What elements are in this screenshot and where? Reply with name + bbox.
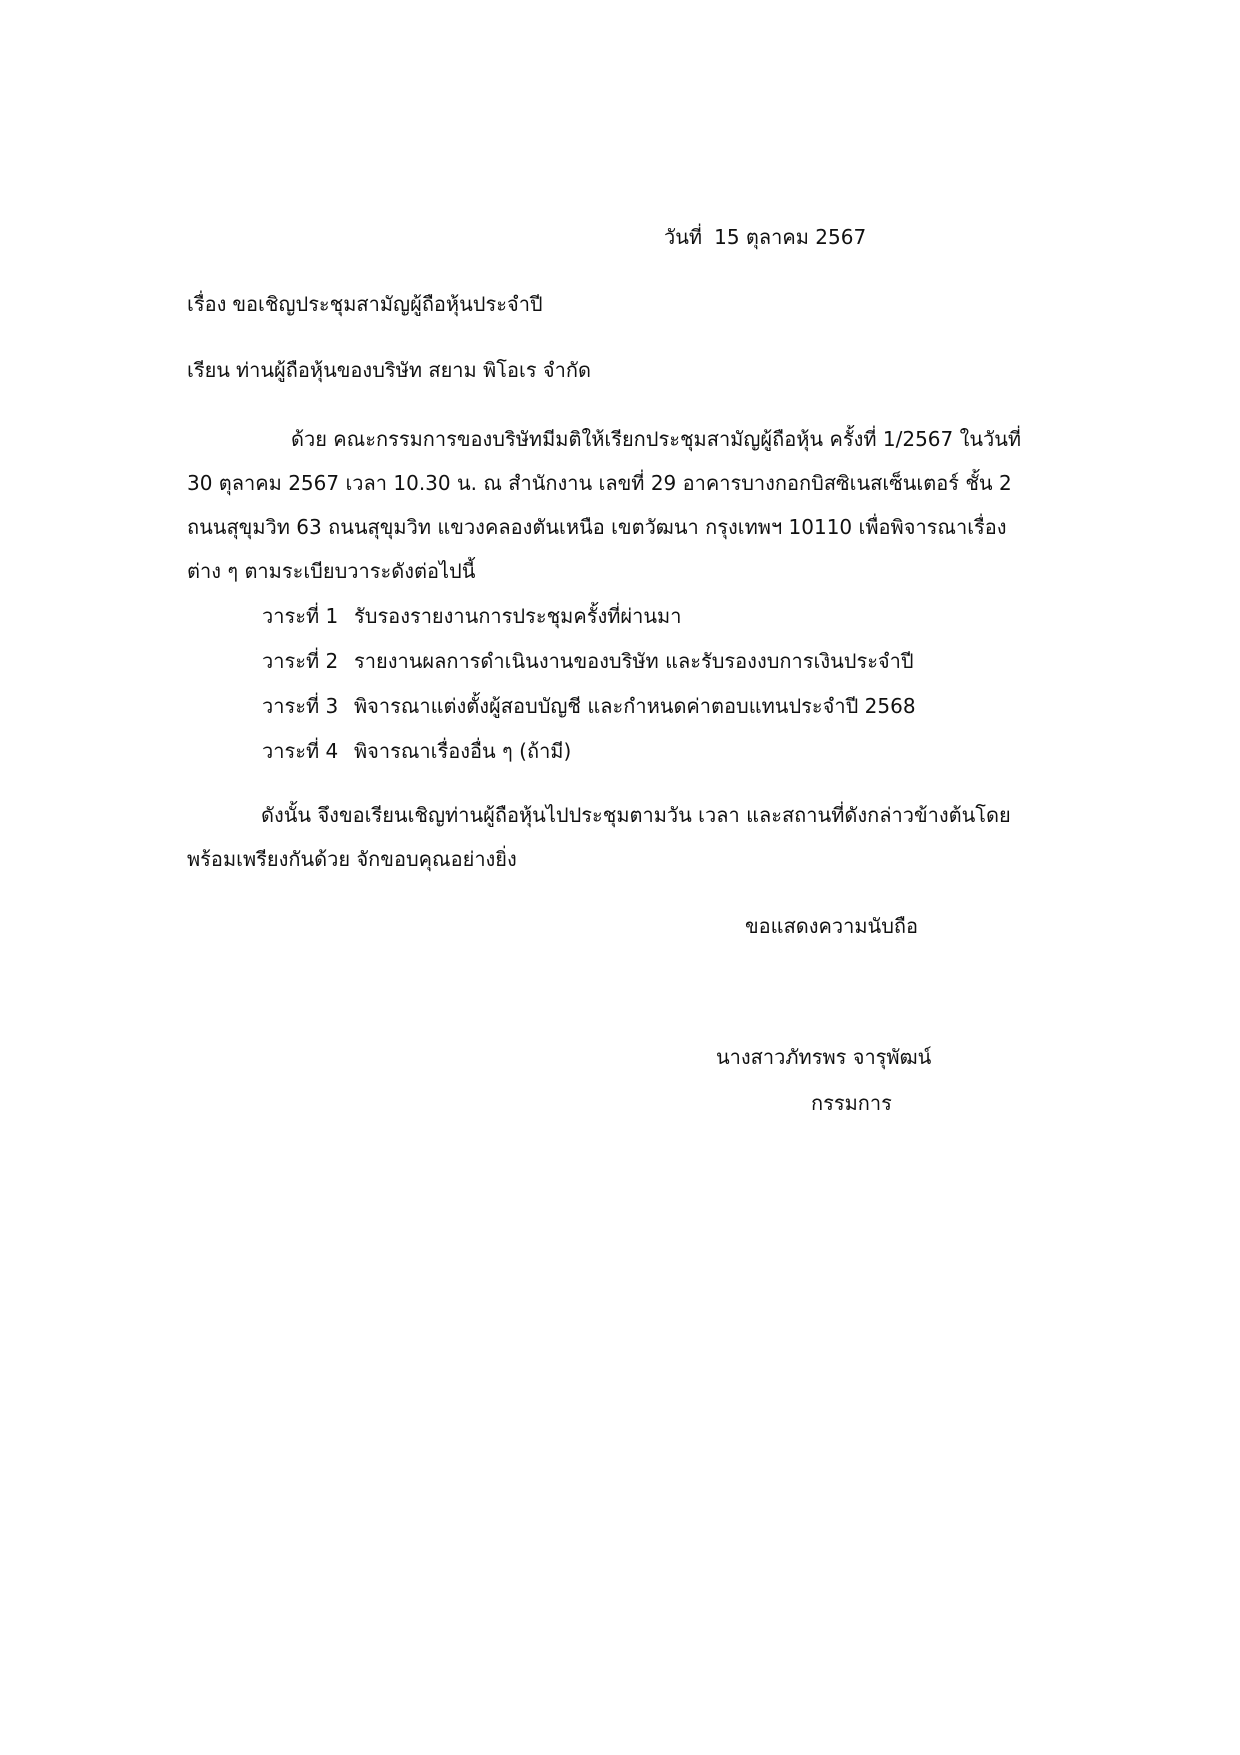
letter-closing: ขอแสดงความนับถือ bbox=[745, 914, 919, 938]
date-label: วันที่ bbox=[664, 225, 703, 249]
agenda-number: วาระที่ 4 bbox=[262, 739, 339, 763]
body-line: ดังนั้น จึงขอเรียนเชิญท่านผู้ถือหุ้นไปประชุมตามวัน เวลา และสถานที่ดังกล่าวข้างต้นโดย bbox=[261, 803, 1011, 827]
subject-text: ขอเชิญประชุมสามัญผู้ถือหุ้นประจำปี bbox=[232, 292, 543, 316]
signer-name: นางสาวภัทรพร จารุพัฒน์ bbox=[716, 1045, 932, 1069]
body-paragraph-invitation bbox=[187, 417, 1057, 593]
agenda-item bbox=[262, 729, 916, 774]
agenda-number: วาระที่ 3 bbox=[262, 694, 339, 718]
agenda-number: วาระที่ 2 bbox=[262, 649, 339, 673]
salutation-label: เรียน bbox=[187, 358, 230, 382]
letter-subject bbox=[187, 291, 543, 317]
agenda-item bbox=[262, 684, 916, 729]
subject-label: เรื่อง bbox=[187, 292, 227, 316]
agenda-number: วาระที่ 1 bbox=[262, 604, 339, 628]
signer-title: กรรมการ bbox=[811, 1091, 892, 1115]
agenda-text: พิจารณาแต่งตั้งผู้สอบบัญชี และกำหนดค่าตอบแทนประจำปี 2568 bbox=[354, 694, 916, 718]
letter-date bbox=[664, 224, 866, 250]
body-line: ถนนสุขุมวิท 63 ถนนสุขุมวิท แขวงคลองตันเหนือ เขตวัฒนา กรุงเทพฯ 10110 เพื่อพิจารณาเรื่อง bbox=[187, 515, 1007, 539]
agenda-text: รายงานผลการดำเนินงานของบริษัท และรับรองงบการเงินประจำปี bbox=[354, 649, 914, 673]
salutation-text: ท่านผู้ถือหุ้นของบริษัท สยาม พิโอเร จำกัด bbox=[235, 358, 591, 382]
letter-salutation bbox=[187, 357, 591, 383]
agenda-item bbox=[262, 639, 916, 684]
agenda-text: พิจารณาเรื่องอื่น ๆ (ถ้ามี) bbox=[354, 739, 572, 763]
agenda-list bbox=[262, 594, 916, 774]
body-line: ต่าง ๆ ตามระเบียบวาระดังต่อไปนี้ bbox=[187, 559, 476, 583]
body-paragraph-request bbox=[187, 793, 1057, 881]
agenda-text: รับรองรายงานการประชุมครั้งที่ผ่านมา bbox=[354, 604, 682, 628]
agenda-item bbox=[262, 594, 916, 639]
date-value: 15 ตุลาคม 2567 bbox=[714, 225, 867, 249]
body-line: 30 ตุลาคม 2567 เวลา 10.30 น. ณ สำนักงาน เลขที่ 29 อาคารบางกอกบิสซิเนสเซ็นเตอร์ ชั้น 2 bbox=[187, 471, 1012, 495]
body-line: ด้วย คณะกรรมการของบริษัทมีมติให้เรียกประชุมสามัญผู้ถือหุ้น ครั้งที่ 1/2567 ในวันที่ bbox=[291, 427, 1022, 451]
body-line: พร้อมเพรียงกันด้วย จักขอบคุณอย่างยิ่ง bbox=[187, 847, 517, 871]
